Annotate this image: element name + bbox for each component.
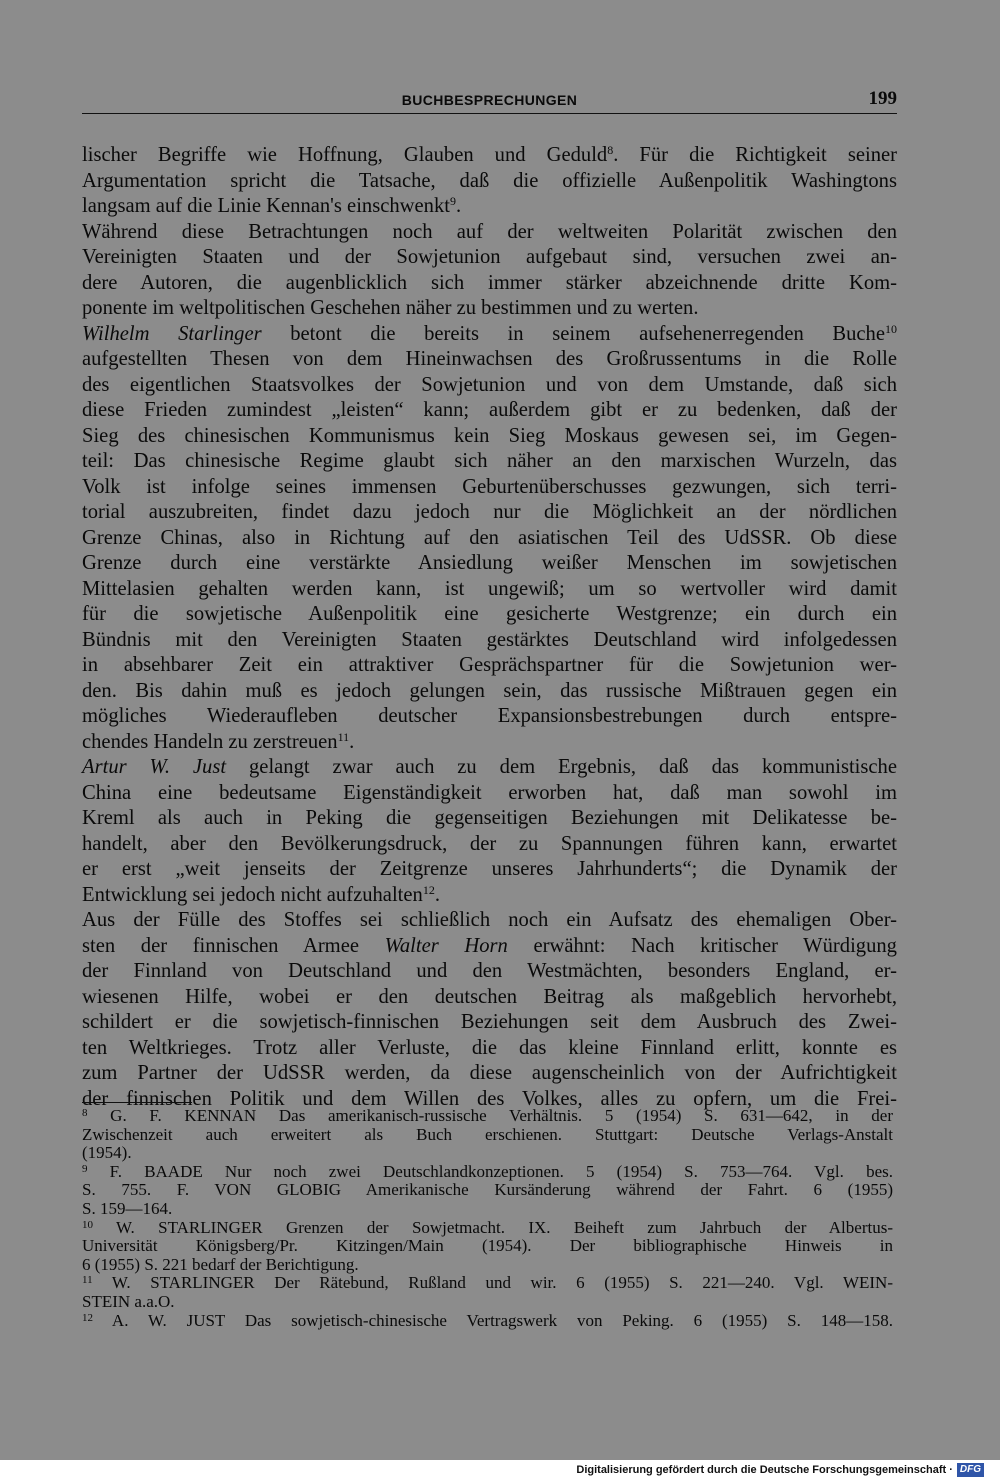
text-line: aufgestellten Thesen von dem Hineinwachsen des Großrussentums in die Rolle [82, 348, 897, 370]
footnote-line: Universität Königsberg/Pr. Kitzingen/Main (1954). Der bibliographische Hinweis in [82, 1236, 893, 1256]
author-name: Wilhelm Starlinger [82, 322, 262, 345]
footnote-line: (1954). [82, 1143, 132, 1163]
text-line: China eine bedeutsame Eigenständigkeit erworben hat, daß man sowohl im [82, 781, 897, 804]
text-line: des eigentlichen Staatsvolkes der Sowjetunion und von dem Umstande, daß sich [82, 373, 897, 396]
footnote-line: $^{12}$ A. W. JUST Das sowjetisch-chinesische Vertragswerk von Peking. 6 (1955) S. 148—158. [82, 1310, 893, 1330]
footnote-line: $^{11}$ W. STARLINGER Der Rätebund, Rußland und wir. 6 (1955) S. 221—240. Vgl. WEIN- [82, 1273, 893, 1293]
text-line: ponente im weltpolitischen Geschehen näher zu bestimmen und zu werten. [82, 297, 699, 319]
page-number: 199 [868, 88, 897, 109]
text-line: Kreml als auch in Peking die gegenseitigen Beziehungen mit Delikatesse be- [82, 807, 897, 829]
page-header [82, 88, 897, 114]
text-line: teil: Das chinesische Regime glaubt sich näher an den marxischen Wurzeln, das [82, 450, 897, 472]
text-line: Volk ist infolge seines immensen Geburtenüberschusses gezwungen, sich terri- [82, 475, 897, 498]
text-line: Sieg des chinesischen Kommunismus kein Sieg Moskaus gewesen sei, im Gegen- [82, 424, 897, 447]
text-line: schildert er die sowjetisch-finnischen Beziehungen seit dem Ausbruch des Zwei- [82, 1011, 897, 1033]
dfg-notice-text: Digitalisierung gefördert durch die Deutsche Forschungsgemeinschaft · [576, 1463, 953, 1476]
text-line: wiesenen Hilfe, wobei er den deutschen Beitrag als maßgeblich hervorhebt, [82, 985, 897, 1008]
text-line: für die sowjetische Außenpolitik eine gesicherte Westgrenze; ein durch ein [82, 603, 897, 625]
text-line: in absehbarer Zeit ein attraktiver Gesprächspartner für die Sowjetunion wer- [82, 654, 897, 676]
footnote-ref[interactable]: 9 [450, 194, 456, 208]
footnote-line: S. 755. F. VON GLOBIG Amerikanische Kursänderung während der Fahrt. 6 (1955) [82, 1180, 893, 1200]
text-line: chendes Handeln zu zerstreuen$^{11}$. [82, 729, 355, 753]
text-line: torial auszubreiten, findet dazu jedoch nur die Möglichkeit an der nördlichen [82, 501, 897, 523]
footnote-number: 8 [82, 1107, 88, 1119]
text-line: Während diese Betrachtungen noch auf der weltweiten Polarität zwischen den [82, 220, 897, 243]
text-line: er erst „weit jenseits der Zeitgrenze unseres Jahrhunderts“; die Dynamik der [82, 858, 897, 880]
text-line: mögliches Wiederaufleben deutscher Expansionsbestrebungen durch entspre- [82, 705, 897, 727]
footnote-line: $^{10}$ W. STARLINGER Grenzen der Sowjetmacht. IX. Beiheft zum Jahrbuch der Albertus- [82, 1217, 893, 1237]
text-line: der finnischen Politik und dem Willen des Volkes, alles zu opfern, um die Frei- [82, 1087, 897, 1110]
text-line: langsam auf die Linie Kennan's einschwenkt$^9$. [82, 194, 462, 217]
running-title: BUCHBESPRECHUNGEN [401, 92, 578, 108]
body-text [82, 143, 897, 1112]
text-line: ten Weltkrieges. Trotz aller Verluste, die das kleine Finnland erlitt, konnte es [82, 1036, 897, 1059]
text-line: diese Frieden zumindest „leisten“ kann; außerdem gibt er zu bedenken, daß der [82, 399, 897, 421]
text-line: sten der finnischen Armee Walter Horn erwähnt: Nach kritischer Würdigung [82, 934, 897, 957]
dfg-funding-notice [576, 1461, 984, 1478]
footnote-number: 9 [82, 1162, 88, 1175]
footnote-ref[interactable]: 11 [337, 729, 350, 744]
text-line: Vereinigten Staaten und der Sowjetunion aufgebaut sind, versuchen zwei an- [82, 246, 897, 268]
text-line: den. Bis dahin muß es jedoch gelungen sein, das russische Mißtrauen gegen ein [82, 679, 897, 702]
text-line: Grenze durch eine verstärkte Ansiedlung weißer Menschen im sowjetischen [82, 552, 897, 574]
author-name: Walter Horn [384, 934, 508, 957]
text-line: Bündnis mit den Vereinigten Staaten gestärktes Deutschland wird infolgedessen [82, 628, 897, 651]
footnote-number: 11 [82, 1274, 93, 1287]
text-line: handelt, aber den Bevölkerungsdruck, der zu Spannungen führen kann, erwartet [82, 832, 897, 855]
footnote-line: S. 159—164. [82, 1198, 173, 1218]
text-line: lischer Begriffe wie Hoffnung, Glauben und Geduld$^8$. Für die Richtigkeit seiner [82, 143, 897, 166]
footnote-ref[interactable]: 10 [885, 321, 897, 336]
author-name: Artur W. Just [82, 756, 227, 778]
text-line: Mittelasien gehalten werden kann, ist ungewiß; um so wertvoller wird damit [82, 577, 897, 600]
footnote-ref[interactable]: 12 [422, 882, 435, 897]
footnote-line: 6 (1955) S. 221 bedarf der Berichtigung. [82, 1254, 359, 1274]
text-line: Artur W. Just gelangt zwar auch zu dem Ergebnis, daß das kommunistische [82, 756, 897, 778]
text-line: Argumentation spricht die Tatsache, daß die offizielle Außenpolitik Washingtons [82, 169, 897, 192]
text-line: dere Autoren, die augenblicklich sich immer stärker abzeichnende dritte Kom- [82, 271, 897, 294]
footnote-line: $^8$ G. F. KENNAN Das amerikanisch-russische Verhältnis. 5 (1954) S. 631—642, in der [82, 1106, 893, 1125]
text-line: Entwicklung sei jedoch nicht aufzuhalten$^{12}$. [82, 882, 440, 906]
text-line: der Finnland von Deutschland und den Westmächten, besonders England, er- [82, 960, 897, 982]
text-line: Wilhelm Starlinger betont die bereits in seinem aufsehenerregenden Buche$^{10}$ [82, 321, 897, 345]
footnote-separator [82, 1102, 192, 1103]
text-line: zum Partner der UdSSR werden, da diese augenscheinlich von der Aufrichtigkeit [82, 1062, 897, 1084]
footnote-line: Zwischenzeit auch erweitert als Buch erschienen. Stuttgart: Deutsche Verlags-Anstalt [82, 1124, 893, 1144]
text-line: Aus der Fülle des Stoffes sei schließlich noch ein Aufsatz des ehemaligen Ober- [82, 909, 897, 931]
text-line: Grenze Chinas, also in Richtung auf den asiatischen Teil des UdSSR. Ob diese [82, 526, 897, 549]
footnote-ref[interactable]: 8 [607, 143, 614, 157]
footnote-line: STEIN a.a.O. [82, 1291, 175, 1311]
footnote-line: $^9$ F. BAADE Nur noch zwei Deutschlandkonzeptionen. 5 (1954) S. 753—764. Vgl. bes. [82, 1161, 893, 1181]
footnotes [82, 1107, 893, 1330]
footnote-number: 10 [82, 1218, 93, 1231]
dfg-logo-icon[interactable]: DFG [957, 1463, 984, 1477]
footnote-number: 12 [82, 1311, 93, 1324]
